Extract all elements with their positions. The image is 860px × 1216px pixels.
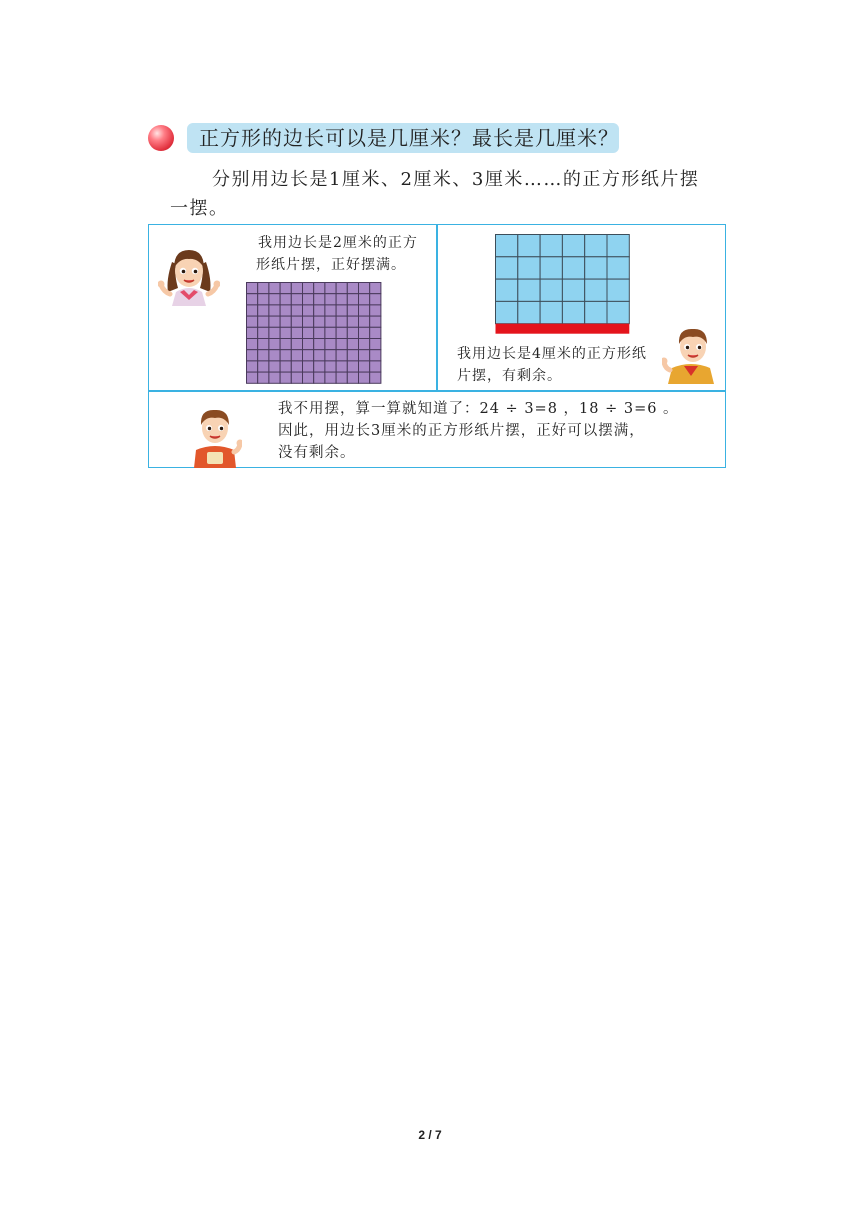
blue-tile — [562, 301, 584, 323]
purple-tile — [269, 339, 280, 350]
purple-tile — [280, 350, 291, 361]
blue-tile — [518, 257, 540, 279]
page-number: 2 / 7 — [418, 1128, 442, 1142]
calculation-text — [278, 398, 718, 464]
boy-calculating-character-icon — [188, 404, 242, 468]
purple-tile — [247, 350, 258, 361]
purple-tile — [258, 305, 269, 316]
purple-tile — [336, 283, 347, 294]
purple-tile — [269, 350, 280, 361]
purple-tile — [359, 316, 370, 327]
purple-tile — [370, 339, 381, 350]
purple-tile — [314, 327, 325, 338]
purple-tile — [325, 305, 336, 316]
purple-tile — [347, 294, 358, 305]
purple-tile — [269, 305, 280, 316]
blue-tile — [585, 301, 607, 323]
purple-tile — [303, 372, 314, 383]
calc-line-3: 没有剩余。 — [278, 445, 356, 461]
purple-tile — [258, 294, 269, 305]
purple-tile — [325, 350, 336, 361]
purple-tile — [291, 294, 302, 305]
purple-tile — [370, 283, 381, 294]
purple-tile — [269, 372, 280, 383]
purple-tile — [258, 283, 269, 294]
purple-tile — [347, 305, 358, 316]
purple-tile — [370, 327, 381, 338]
purple-tile — [247, 305, 258, 316]
purple-tile — [314, 305, 325, 316]
purple-tile — [336, 327, 347, 338]
purple-tile — [291, 372, 302, 383]
remainder-strip — [496, 324, 630, 334]
purple-tile — [291, 350, 302, 361]
purple-tile — [336, 294, 347, 305]
red-ball-icon — [148, 125, 174, 151]
purple-tile — [325, 283, 336, 294]
purple-tile — [325, 294, 336, 305]
purple-tile — [325, 339, 336, 350]
purple-tile — [258, 327, 269, 338]
purple-tile — [359, 327, 370, 338]
purple-tile — [303, 339, 314, 350]
question-banner: 正方形的边长可以是几厘米？最长是几厘米？ — [187, 123, 619, 153]
girl-character-icon — [158, 240, 220, 306]
purple-tile — [247, 294, 258, 305]
purple-tile — [347, 316, 358, 327]
purple-tile — [336, 361, 347, 372]
purple-tile — [247, 316, 258, 327]
purple-tile — [280, 372, 291, 383]
purple-tile — [269, 283, 280, 294]
purple-tile — [347, 339, 358, 350]
purple-tile — [280, 327, 291, 338]
purple-tile — [347, 361, 358, 372]
purple-tile — [247, 372, 258, 383]
blue-tile — [518, 235, 540, 257]
purple-tile — [291, 339, 302, 350]
purple-tile — [336, 305, 347, 316]
blue-tile — [562, 279, 584, 301]
purple-tile — [280, 283, 291, 294]
purple-tile — [269, 327, 280, 338]
blue-tile — [518, 279, 540, 301]
purple-tile — [359, 283, 370, 294]
purple-tile — [303, 316, 314, 327]
purple-tile — [314, 350, 325, 361]
purple-tile — [359, 372, 370, 383]
purple-tile — [269, 361, 280, 372]
blue-tile — [496, 301, 518, 323]
purple-tile — [258, 350, 269, 361]
purple-tile — [258, 316, 269, 327]
purple-tile — [347, 372, 358, 383]
purple-tile — [314, 316, 325, 327]
purple-tile — [291, 361, 302, 372]
purple-tile — [359, 305, 370, 316]
purple-2cm-tile-grid — [246, 282, 382, 384]
blue-tile — [585, 279, 607, 301]
purple-tile — [359, 361, 370, 372]
purple-tile — [314, 294, 325, 305]
instruction-text: 分别用边长是1厘米、2厘米、3厘米……的正方形纸片摆一摆。 — [170, 169, 700, 219]
boy-character-icon — [662, 322, 720, 384]
calc-line-1: 我不用摆，算一算就知道了：24 ÷ 3=8 ，18 ÷ 3=6 。 — [278, 401, 679, 417]
blue-tile — [496, 257, 518, 279]
purple-tile — [247, 361, 258, 372]
blue-tile — [607, 301, 629, 323]
blue-tile — [562, 257, 584, 279]
purple-tile — [359, 339, 370, 350]
blue-tile — [496, 279, 518, 301]
blue-tile — [540, 235, 562, 257]
blue-tile — [585, 257, 607, 279]
purple-tile — [303, 361, 314, 372]
purple-tile — [291, 316, 302, 327]
purple-tile — [280, 294, 291, 305]
purple-tile — [291, 327, 302, 338]
purple-tile — [325, 327, 336, 338]
purple-tile — [370, 316, 381, 327]
purple-tile — [303, 283, 314, 294]
purple-tile — [247, 339, 258, 350]
purple-tile — [336, 339, 347, 350]
purple-tile — [258, 372, 269, 383]
blue-tile — [540, 301, 562, 323]
blue-tile — [607, 235, 629, 257]
blue-tile — [562, 235, 584, 257]
purple-tile — [258, 361, 269, 372]
blue-tile — [607, 257, 629, 279]
purple-tile — [280, 361, 291, 372]
purple-tile — [303, 327, 314, 338]
purple-tile — [347, 350, 358, 361]
blue-tile — [585, 235, 607, 257]
purple-tile — [280, 316, 291, 327]
purple-tile — [359, 294, 370, 305]
purple-tile — [347, 283, 358, 294]
blue-tile — [496, 235, 518, 257]
purple-tile — [280, 305, 291, 316]
purple-tile — [291, 305, 302, 316]
purple-tile — [269, 316, 280, 327]
purple-tile — [370, 350, 381, 361]
purple-tile — [291, 283, 302, 294]
purple-tile — [314, 372, 325, 383]
blue-tile — [607, 279, 629, 301]
blue-tile — [540, 279, 562, 301]
purple-tile — [370, 361, 381, 372]
purple-tile — [258, 339, 269, 350]
purple-tile — [325, 361, 336, 372]
purple-tile — [370, 294, 381, 305]
blue-tile — [518, 301, 540, 323]
purple-tile — [336, 316, 347, 327]
purple-tile — [336, 372, 347, 383]
boy-speech-text: 我用边长是4厘米的正方形纸片摆，有剩余。 — [457, 346, 647, 384]
purple-tile — [325, 372, 336, 383]
purple-tile — [303, 294, 314, 305]
purple-tile — [314, 283, 325, 294]
blue-tile — [540, 257, 562, 279]
purple-tile — [247, 283, 258, 294]
calc-line-2: 因此，用边长3厘米的正方形纸片摆，正好可以摆满， — [278, 423, 645, 439]
purple-tile — [370, 305, 381, 316]
purple-tile — [314, 361, 325, 372]
purple-tile — [303, 305, 314, 316]
purple-tile — [303, 350, 314, 361]
purple-tile — [269, 294, 280, 305]
purple-tile — [370, 372, 381, 383]
girl-speech-text: 我用边长是2厘米的正方形纸片摆，正好摆满。 — [256, 235, 418, 273]
purple-tile — [325, 316, 336, 327]
purple-tile — [247, 327, 258, 338]
purple-tile — [347, 327, 358, 338]
purple-tile — [336, 350, 347, 361]
blue-4cm-tile-grid — [495, 234, 631, 336]
purple-tile — [280, 339, 291, 350]
purple-tile — [314, 339, 325, 350]
purple-tile — [359, 350, 370, 361]
